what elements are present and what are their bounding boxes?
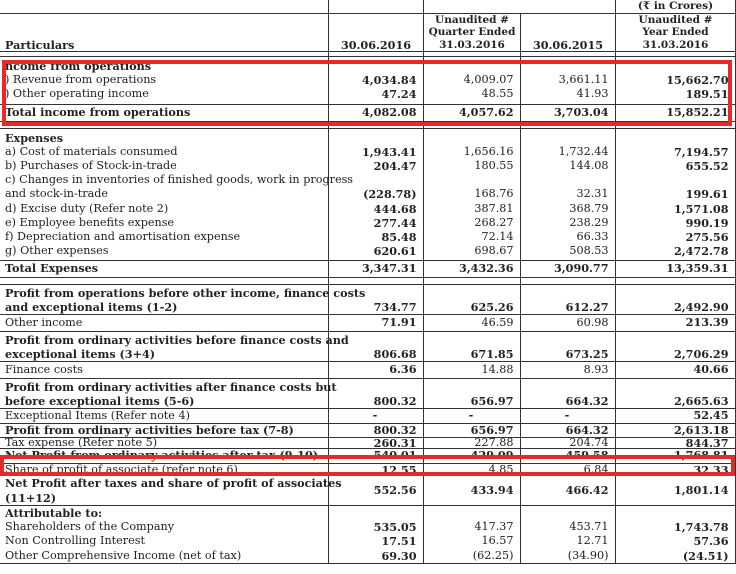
col1-header: 30.06.2016 bbox=[328, 13, 423, 52]
particulars-header: Particulars bbox=[0, 13, 328, 52]
profit-before-finance-row: Profit from ordinary activities before finance costs and exceptional items (3+4) 806.68 671.85 673.25 2,706.29 bbox=[0, 332, 735, 362]
row-label: ) Revenue from operations bbox=[5, 73, 157, 87]
tax-expense-row: Tax expense (Refer note 5) 260.31 227.88 204.74 844.37 bbox=[0, 438, 735, 449]
col3-header: 30.06.2015 bbox=[520, 13, 615, 52]
income-section: ncome from operations ) Revenue from operations ) Other operating income 4,034.84 47.24 4,009.07 48.55 3,661.11 41.93 15,662.70 189.51 bbox=[0, 57, 735, 105]
total-expenses-row: Total Expenses 3,347.31 3,432.36 3,090.77 13,359.31 bbox=[0, 261, 735, 278]
net-after-associates-row: Net Profit after taxes and share of profit of associates (11+12) 552.56 433.94 466.42 1,801.14 bbox=[0, 476, 735, 506]
exceptional-items-row: Exceptional Items (Refer note 4) - - - 52.45 bbox=[0, 409, 735, 424]
section-title: Attributable to: bbox=[5, 506, 103, 521]
expenses-section: Expenses a) Cost of materials consumed b) Purchases of Stock-in-trade c) Changes in inventories of finished goods, work in progress and stock-in-trade d) Excise duty (Refer note 2) e) Employee benefits expense f) Depreciation and amortisation expense g) Other expenses 1,943.41 204.47 (228.78) 444.68 277.44 85.48 620.61 1,656.16 180.55 168.76 387.81 268.27 72.14 698.67 1,732.44 144.08 32.31 368.79 238.29 66.33 508.53 7,194.57 655.52 199.61 1,571.08 990.19 275.56 2,472.78 bbox=[0, 128, 735, 261]
row-label: ) Other operating income bbox=[5, 87, 149, 101]
year-ended-header: Unaudited # Year Ended 31.03.2016 bbox=[615, 13, 735, 52]
other-income-row: Other income 71.91 46.59 60.98 213.39 bbox=[0, 315, 735, 332]
profit-after-finance-row: Profit from ordinary activities after finance costs but before exceptional items (5-6) 800.32 656.97 664.32 2,665.63 bbox=[0, 379, 735, 409]
total-income-row: Total income from operations 4,082.08 4,057.62 3,703.04 15,852.21 bbox=[0, 104, 735, 121]
section-title: ncome from operations bbox=[5, 59, 152, 73]
attributable-section: Attributable to: Shareholders of the Company Non Controlling Interest Other Comprehensive Income (net of tax) 535.05 17.51 69.30 417.37 16.57 (62.25) 453.71 12.71 (34.90) 1,743.78 57.36 (24.51) bbox=[0, 506, 735, 564]
section-title: Expenses bbox=[5, 130, 63, 145]
quarter-ended-header: Unaudited # Quarter Ended 31.03.2016 bbox=[423, 13, 520, 52]
profit-before-tax-row: Profit from ordinary activities before tax (7-8) 800.32 656.97 664.32 2,613.18 bbox=[0, 423, 735, 438]
finance-costs-row: Finance costs 6.36 14.88 8.93 40.66 bbox=[0, 362, 735, 379]
units-label: (₹ in Crores) bbox=[615, 0, 735, 13]
net-profit-row: Net Profit from ordinary activities after tax (9-10) 540.01 429.09 459.58 1,768.81 bbox=[0, 449, 735, 464]
associate-share-row: Share of profit of associate (refer note 6) 12.55 4.85 6.84 32.33 bbox=[0, 464, 735, 476]
profit-from-operations-row: Profit from operations before other income, finance costs and exceptional items (1-2) 734.77 625.26 612.27 2,492.90 bbox=[0, 285, 735, 315]
